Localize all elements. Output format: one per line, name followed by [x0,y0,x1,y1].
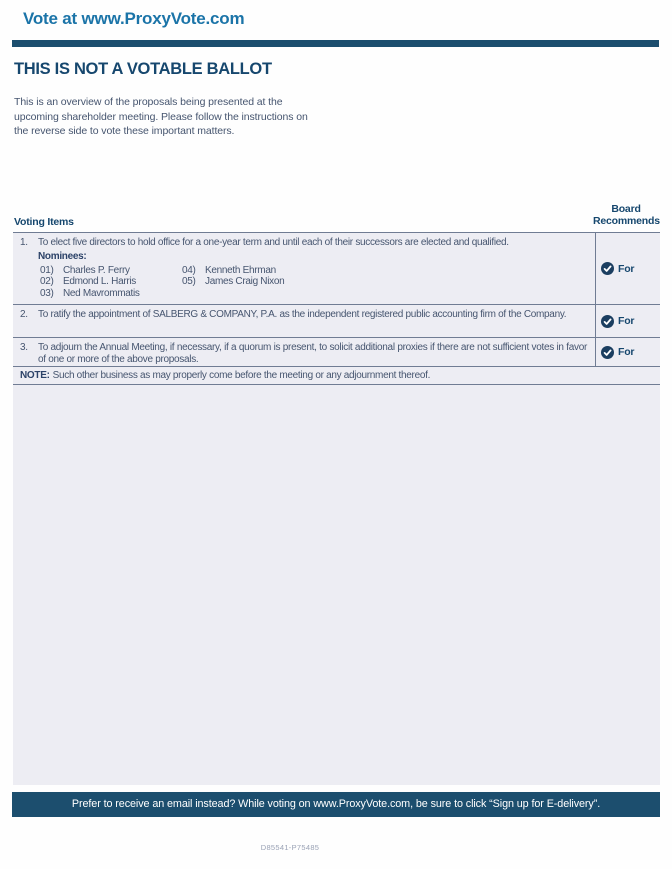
item-text: To elect five directors to hold office for a one-year term and until each of their successors are elected and qualified. [38,237,509,248]
recommendation-label: For [618,346,635,358]
nominee-column-2 [182,265,284,300]
page-title: Vote at www.ProxyVote.com [23,9,245,28]
board-recommends-line: Recommends [593,215,660,227]
intro-line: the reverse side to vote these important matters. [14,125,235,138]
item-text: To adjourn the Annual Meeting, if necessary, if a quorum is present, to solicit additional proxies if there are not sufficient votes in favor of one or more of the above proposals. [38,342,587,365]
recommendation-label: For [618,315,635,327]
nominee-number: 01) [40,264,54,276]
check-circle-icon [601,262,614,275]
note-label: NOTE: [20,369,50,381]
item-3-cell [13,338,595,366]
e-delivery-banner: Prefer to receive an email instead? While voting on www.ProxyVote.com, be sure to click “Sign up for E-delivery”. [12,792,660,817]
check-circle-icon [601,346,614,359]
nominee-entry [40,276,182,288]
note-text: Such other business as may properly come before the meeting or any adjournment thereof. [52,369,431,381]
board-recommends-line: Board [611,203,641,215]
board-recommends-header [593,203,659,227]
intro-line: This is an overview of the proposals being presented at the [14,96,283,108]
nominee-name: Kenneth Ehrman [205,264,276,276]
item-text: To ratify the appointment of SALBERG & COMPANY, P.A. as the independent registered public accounting firm of the Company. [38,309,567,320]
intro-line: upcoming shareholder meeting. Please follow the instructions on [14,110,308,123]
item-2-cell [13,305,595,337]
note-row [13,367,660,385]
recommendation-cell [595,338,660,366]
nominee-number: 04) [182,264,196,276]
intro-paragraph [14,95,308,139]
item-1-cell [13,233,595,304]
header-rule [12,40,659,47]
item-number: 3. [20,342,28,353]
nominee-number: 03) [40,287,54,299]
item-2-line [20,309,587,321]
item-3-line [20,342,587,365]
nominee-entry [40,265,182,277]
recommendation-cell [595,233,660,304]
doc-heading: THIS IS NOT A VOTABLE BALLOT [14,60,272,78]
recommendation-label: For [618,262,635,275]
nominee-number: 02) [40,276,54,288]
nominee-name: James Craig Nixon [205,276,285,288]
table-row-item-3 [13,338,660,367]
nominees-label: Nominees: [38,250,87,262]
table-row-item-2 [13,305,660,338]
nominee-name: Charles P. Ferry [63,264,130,276]
recommendation-cell [595,305,660,337]
table-row-item-1 [13,233,660,305]
nominee-column-1 [40,265,182,300]
document-code: D85541-P75485 [260,843,320,852]
nominee-name: Ned Mavrommatis [63,287,140,299]
nominee-entry [182,265,284,277]
nominee-name: Edmond L. Harris [63,276,137,288]
nominee-list [40,265,587,300]
check-circle-icon [601,315,614,328]
item-1-line [20,237,587,249]
voting-items-header: Voting Items [14,216,74,228]
item-number: 1. [20,237,28,248]
voting-table [13,232,660,785]
item-number: 2. [20,309,28,320]
nominee-number: 05) [182,276,196,288]
nominee-entry [40,288,182,300]
nominee-entry [182,276,284,288]
